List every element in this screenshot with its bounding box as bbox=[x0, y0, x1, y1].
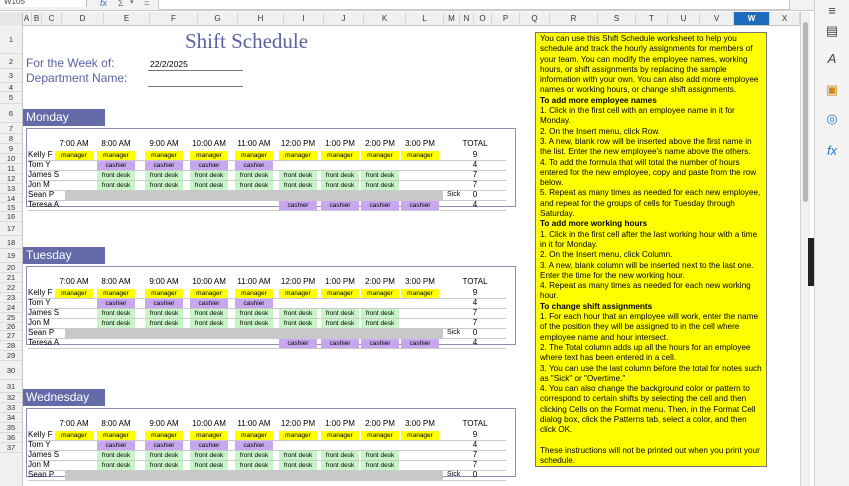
column-header-l[interactable]: L bbox=[406, 12, 444, 25]
shift-cell[interactable]: front desk bbox=[361, 451, 399, 460]
shift-cell[interactable]: front desk bbox=[145, 181, 183, 190]
column-header-v[interactable]: V bbox=[700, 12, 734, 25]
shift-cell[interactable]: front desk bbox=[235, 319, 273, 328]
shift-cell[interactable]: cashier bbox=[97, 441, 135, 450]
hour-header: 12:00 PM bbox=[280, 419, 316, 428]
hour-header: 2:00 PM bbox=[365, 277, 395, 286]
shift-cell[interactable]: cashier bbox=[190, 161, 228, 170]
shift-cell[interactable]: cashier bbox=[97, 299, 135, 308]
shift-cell[interactable]: front desk bbox=[97, 461, 135, 470]
hour-header: 7:00 AM bbox=[59, 419, 89, 428]
employee-name[interactable]: Sean P bbox=[28, 190, 55, 199]
shift-cell[interactable]: manager bbox=[190, 289, 228, 298]
hour-header: 3:00 PM bbox=[405, 419, 435, 428]
column-header-r[interactable]: R bbox=[550, 12, 598, 25]
employee-name[interactable]: Tom Y bbox=[28, 440, 51, 449]
hour-header: 10:00 AM bbox=[192, 277, 226, 286]
row-header-22[interactable]: 22 bbox=[0, 283, 22, 293]
row-divider bbox=[28, 348, 506, 349]
week-label: For the Week of: bbox=[26, 56, 115, 70]
row-header-8[interactable]: 8 bbox=[0, 134, 22, 144]
total-header: TOTAL bbox=[462, 277, 488, 286]
shift-cell[interactable]: front desk bbox=[235, 309, 273, 318]
row-header-33[interactable]: 33 bbox=[0, 403, 22, 413]
instructions-panel bbox=[535, 32, 767, 467]
column-header-s[interactable]: S bbox=[598, 12, 636, 25]
sheet-title: Shift Schedule bbox=[185, 29, 309, 53]
formula-bar bbox=[0, 0, 849, 11]
row-header-18[interactable]: 18 bbox=[0, 236, 22, 249]
instruction-paragraph: 3. You can use the last column before the total for notes such as "Sick" or "Overtime." bbox=[540, 363, 762, 383]
shift-cell[interactable]: front desk bbox=[97, 309, 135, 318]
shift-cell[interactable]: manager bbox=[401, 431, 439, 440]
shift-cell[interactable]: manager bbox=[55, 289, 93, 298]
shift-cell[interactable]: cashier bbox=[361, 339, 399, 348]
hour-header: 10:00 AM bbox=[192, 419, 226, 428]
select-all-corner[interactable] bbox=[0, 12, 23, 25]
column-header-b[interactable]: B bbox=[32, 12, 42, 25]
column-header-x[interactable]: X bbox=[770, 12, 800, 25]
functions-icon[interactable]: fx bbox=[826, 143, 838, 158]
shift-cell[interactable]: front desk bbox=[145, 171, 183, 180]
shift-cell[interactable]: manager bbox=[190, 431, 228, 440]
shift-cell[interactable]: front desk bbox=[145, 461, 183, 470]
shift-cell[interactable]: front desk bbox=[321, 461, 359, 470]
shift-cell[interactable]: cashier bbox=[279, 201, 317, 210]
row-header-37[interactable]: 37 bbox=[0, 443, 22, 453]
shift-cell[interactable]: front desk bbox=[279, 319, 317, 328]
row-header-26[interactable]: 26 bbox=[0, 323, 22, 331]
shift-cell[interactable]: manager bbox=[279, 431, 317, 440]
column-header-h[interactable]: H bbox=[238, 12, 284, 25]
employee-total[interactable]: 9 bbox=[472, 150, 478, 159]
shift-cell[interactable]: manager bbox=[235, 431, 273, 440]
row-header-14[interactable]: 14 bbox=[0, 194, 22, 203]
shift-cell[interactable]: front desk bbox=[97, 451, 135, 460]
row-divider bbox=[28, 480, 506, 481]
column-header-c[interactable]: C bbox=[42, 12, 62, 25]
shift-cell[interactable]: manager bbox=[361, 289, 399, 298]
column-header-t[interactable]: T bbox=[636, 12, 668, 25]
hour-header: 8:00 AM bbox=[101, 139, 131, 148]
shift-cell[interactable]: front desk bbox=[235, 181, 273, 190]
column-header-f[interactable]: F bbox=[150, 12, 198, 25]
instruction-heading: To change shift assignments bbox=[540, 301, 653, 311]
row-header-11[interactable]: 11 bbox=[0, 164, 22, 174]
shift-cell[interactable]: front desk bbox=[361, 461, 399, 470]
instruction-paragraph: 2. The Total column adds up all the hours for an employee where text has been entered in a cell. bbox=[540, 342, 751, 363]
hour-header: 9:00 AM bbox=[149, 419, 179, 428]
employee-total[interactable]: 7 bbox=[472, 460, 478, 469]
hour-header: 7:00 AM bbox=[59, 139, 89, 148]
day-header: Wednesday bbox=[23, 389, 105, 406]
shift-cell[interactable]: front desk bbox=[321, 319, 359, 328]
employee-total[interactable]: 4 bbox=[472, 298, 478, 307]
formula-icon[interactable]: = bbox=[144, 0, 150, 8]
row-header-21[interactable]: 21 bbox=[0, 273, 22, 283]
shift-cell[interactable]: front desk bbox=[361, 319, 399, 328]
shift-cell[interactable]: manager bbox=[55, 431, 93, 440]
instruction-heading: To add more working hours bbox=[540, 219, 648, 229]
shift-cell[interactable]: cashier bbox=[235, 299, 273, 308]
shift-cell[interactable]: front desk bbox=[279, 461, 317, 470]
row-header-19[interactable]: 19 bbox=[0, 249, 22, 263]
shift-cell[interactable]: manager bbox=[321, 431, 359, 440]
shift-cell[interactable]: front desk bbox=[361, 181, 399, 190]
properties-icon[interactable]: ▤ bbox=[825, 23, 839, 38]
row-header-6[interactable]: 6 bbox=[0, 104, 22, 123]
row-header-1[interactable]: 1 bbox=[0, 25, 22, 54]
row-header-12[interactable]: 12 bbox=[0, 174, 22, 184]
shift-cell-sick[interactable] bbox=[65, 329, 443, 338]
shift-cell[interactable]: manager bbox=[401, 151, 439, 160]
shift-cell[interactable]: cashier bbox=[361, 201, 399, 210]
shift-cell[interactable]: front desk bbox=[145, 309, 183, 318]
employee-name[interactable]: Kelly F bbox=[28, 430, 53, 439]
shift-cell[interactable]: front desk bbox=[190, 181, 228, 190]
employee-total[interactable]: 7 bbox=[472, 318, 478, 327]
instruction-paragraph bbox=[540, 436, 762, 446]
shift-cell[interactable]: front desk bbox=[235, 171, 273, 180]
employee-total[interactable]: 9 bbox=[472, 288, 478, 297]
day-header: Tuesday bbox=[23, 247, 105, 264]
shift-cell[interactable]: manager bbox=[321, 151, 359, 160]
employee-total[interactable]: 4 bbox=[472, 338, 478, 347]
instruction-paragraph: 5. Repeat as many times as needed for each new employee, and repeat for the groups of cells for Tuesday through Saturday. bbox=[540, 188, 761, 219]
row-divider bbox=[28, 210, 506, 211]
employee-name[interactable]: James S bbox=[28, 450, 60, 459]
shift-cell[interactable]: front desk bbox=[279, 451, 317, 460]
shift-cell[interactable]: front desk bbox=[279, 309, 317, 318]
row-header-bar bbox=[0, 25, 23, 486]
employee-total[interactable]: 4 bbox=[472, 200, 478, 209]
instruction-paragraph: 1. For each hour that an employee will work, enter the name of the position they will be assigned to in the cell where employee name and hour intersect. bbox=[540, 312, 758, 342]
hour-header: 12:00 PM bbox=[280, 277, 316, 286]
row-header-10[interactable]: 10 bbox=[0, 154, 22, 164]
instruction-heading: To add more employee names bbox=[540, 95, 657, 105]
shift-cell[interactable]: cashier bbox=[145, 441, 183, 450]
instruction-paragraph: 3. A new, blank row will be inserted above the first name in the list. Enter the new employee's name above the others. bbox=[540, 136, 752, 157]
note-cell[interactable]: Sick bbox=[447, 471, 461, 478]
instruction-paragraph: 1. Click in the first cell with an employee name in it for Monday. bbox=[540, 106, 735, 126]
row-header-13[interactable]: 13 bbox=[0, 184, 22, 194]
shift-cell[interactable]: manager bbox=[361, 431, 399, 440]
instruction-paragraph: 4. Repeat as many times as needed for each new working hour. bbox=[540, 281, 751, 301]
shift-cell[interactable]: front desk bbox=[279, 181, 317, 190]
shift-cell[interactable]: cashier bbox=[97, 161, 135, 170]
employee-total[interactable]: 0 bbox=[472, 328, 478, 337]
row-header-16[interactable]: 16 bbox=[0, 212, 22, 222]
shift-cell[interactable]: manager bbox=[145, 431, 183, 440]
employee-name[interactable]: Sean P bbox=[28, 470, 55, 479]
shift-cell[interactable]: manager bbox=[235, 289, 273, 298]
row-header-3[interactable]: 3 bbox=[0, 69, 22, 83]
employee-name[interactable]: Jon M bbox=[28, 180, 50, 189]
note-cell[interactable]: Sick bbox=[447, 191, 461, 198]
hour-header: 12:00 PM bbox=[280, 139, 316, 148]
shift-cell[interactable]: front desk bbox=[190, 319, 228, 328]
sum-dropdown-icon[interactable]: ▾ bbox=[130, 0, 134, 6]
shift-cell[interactable]: manager bbox=[361, 151, 399, 160]
row-header-4[interactable]: 4 bbox=[0, 83, 22, 92]
shift-cell[interactable]: front desk bbox=[97, 319, 135, 328]
hour-header: 7:00 AM bbox=[59, 277, 89, 286]
function-wizard-icon[interactable]: fx bbox=[100, 0, 108, 8]
column-header-o[interactable]: O bbox=[474, 12, 492, 25]
row-header-32[interactable]: 32 bbox=[0, 393, 22, 403]
row-header-5[interactable]: 5 bbox=[0, 92, 22, 104]
column-header-n[interactable]: N bbox=[460, 12, 474, 25]
employee-total[interactable]: 4 bbox=[472, 440, 478, 449]
column-header-m[interactable]: M bbox=[444, 12, 460, 25]
instruction-paragraph: 1. Click in the first cell after the last working hour with a time in it for Monday. bbox=[540, 229, 758, 249]
shift-cell[interactable]: front desk bbox=[190, 461, 228, 470]
column-header-a[interactable]: A bbox=[22, 12, 32, 25]
column-header-d[interactable]: D bbox=[62, 12, 104, 25]
row-header-27[interactable]: 27 bbox=[0, 331, 22, 341]
shift-cell[interactable]: cashier bbox=[235, 161, 273, 170]
hour-header: 8:00 AM bbox=[101, 419, 131, 428]
hour-header: 3:00 PM bbox=[405, 277, 435, 286]
employee-total[interactable]: 7 bbox=[472, 450, 478, 459]
total-header: TOTAL bbox=[462, 419, 488, 428]
row-header-15[interactable]: 15 bbox=[0, 203, 22, 212]
total-header: TOTAL bbox=[462, 139, 488, 148]
shift-cell[interactable]: manager bbox=[145, 289, 183, 298]
shift-cell[interactable]: front desk bbox=[321, 309, 359, 318]
employee-total[interactable]: 7 bbox=[472, 180, 478, 189]
shift-cell[interactable]: front desk bbox=[235, 451, 273, 460]
employee-name[interactable]: Teresa A bbox=[28, 200, 60, 209]
instruction-paragraph: 2. On the Insert menu, click Column. bbox=[540, 250, 673, 260]
shift-cell[interactable]: cashier bbox=[190, 441, 228, 450]
hour-header: 9:00 AM bbox=[149, 277, 179, 286]
employee-name[interactable]: James S bbox=[28, 308, 60, 317]
row-header-17[interactable]: 17 bbox=[0, 222, 22, 236]
gallery-icon[interactable]: ▣ bbox=[825, 82, 839, 97]
shift-cell[interactable]: cashier bbox=[401, 339, 439, 348]
shift-cell[interactable]: manager bbox=[279, 151, 317, 160]
row-header-36[interactable]: 36 bbox=[0, 433, 22, 443]
column-header-w[interactable]: W bbox=[734, 12, 770, 25]
shift-cell[interactable]: cashier bbox=[321, 339, 359, 348]
shift-cell[interactable]: front desk bbox=[361, 309, 399, 318]
shift-cell-sick[interactable] bbox=[65, 191, 443, 200]
shift-cell[interactable]: manager bbox=[190, 151, 228, 160]
shift-cell[interactable]: manager bbox=[401, 289, 439, 298]
week-value[interactable]: 22/2/2025 bbox=[150, 59, 188, 69]
employee-name[interactable]: Tom Y bbox=[28, 160, 51, 169]
shift-cell[interactable]: manager bbox=[97, 431, 135, 440]
shift-cell[interactable]: front desk bbox=[279, 171, 317, 180]
row-header-35[interactable]: 35 bbox=[0, 423, 22, 433]
day-header: Monday bbox=[23, 109, 105, 126]
employee-total[interactable]: 4 bbox=[472, 160, 478, 169]
hour-header: 11:00 AM bbox=[237, 277, 271, 286]
row-header-34[interactable]: 34 bbox=[0, 413, 22, 423]
instruction-paragraph: 3. A new, blank column will be inserted next to the last one. Enter the time for the new working hour. bbox=[540, 260, 754, 280]
employee-total[interactable]: 7 bbox=[472, 308, 478, 317]
hour-header: 1:00 PM bbox=[325, 277, 355, 286]
hour-header: 11:00 AM bbox=[237, 419, 271, 428]
hour-header: 8:00 AM bbox=[101, 277, 131, 286]
column-header-q[interactable]: Q bbox=[520, 12, 550, 25]
hour-header: 10:00 AM bbox=[192, 139, 226, 148]
shift-cell[interactable]: front desk bbox=[321, 451, 359, 460]
navigator-icon[interactable]: ◎ bbox=[826, 111, 838, 126]
employee-name[interactable]: James S bbox=[28, 170, 60, 179]
column-header-k[interactable]: K bbox=[364, 12, 406, 25]
employee-name[interactable]: Kelly F bbox=[28, 288, 53, 297]
shift-cell[interactable]: manager bbox=[97, 289, 135, 298]
row-header-30[interactable]: 30 bbox=[0, 361, 22, 380]
shift-cell[interactable]: cashier bbox=[190, 299, 228, 308]
shift-cell[interactable]: cashier bbox=[321, 201, 359, 210]
shift-cell[interactable]: manager bbox=[321, 289, 359, 298]
column-header-i[interactable]: I bbox=[284, 12, 324, 25]
row-header-25[interactable]: 25 bbox=[0, 313, 22, 323]
note-cell[interactable]: Sick bbox=[447, 329, 461, 336]
employee-total[interactable]: 7 bbox=[472, 170, 478, 179]
shift-cell[interactable]: front desk bbox=[321, 181, 359, 190]
formula-input[interactable] bbox=[158, 0, 790, 10]
employee-name[interactable]: Teresa A bbox=[28, 338, 60, 347]
row-header-28[interactable]: 28 bbox=[0, 341, 22, 351]
instruction-paragraph: 4. To add the formula that will total the number of hours entered for the new employee, copy and paste from the row below. bbox=[540, 157, 757, 188]
hour-header: 2:00 PM bbox=[365, 419, 395, 428]
shift-cell[interactable]: front desk bbox=[361, 171, 399, 180]
shift-cell[interactable]: cashier bbox=[145, 299, 183, 308]
shift-cell[interactable]: front desk bbox=[321, 171, 359, 180]
shift-cell[interactable]: front desk bbox=[97, 181, 135, 190]
employee-name[interactable]: Tom Y bbox=[28, 298, 51, 307]
column-header-u[interactable]: U bbox=[668, 12, 700, 25]
sidebar-deck bbox=[814, 0, 849, 486]
employee-name[interactable]: Kelly F bbox=[28, 150, 53, 159]
shift-cell[interactable]: cashier bbox=[235, 441, 273, 450]
row-header-23[interactable]: 23 bbox=[0, 293, 22, 303]
column-header-e[interactable]: E bbox=[104, 12, 150, 25]
shift-cell[interactable]: manager bbox=[279, 289, 317, 298]
shift-cell[interactable]: manager bbox=[145, 151, 183, 160]
hour-header: 1:00 PM bbox=[325, 419, 355, 428]
shift-cell[interactable]: front desk bbox=[97, 171, 135, 180]
row-header-31[interactable]: 31 bbox=[0, 380, 22, 393]
instruction-paragraph: 2. On the Insert menu, click Row. bbox=[540, 126, 661, 136]
shift-cell[interactable]: manager bbox=[55, 151, 93, 160]
shift-cell[interactable]: front desk bbox=[190, 171, 228, 180]
scroll-thumb[interactable] bbox=[803, 22, 808, 202]
instruction-paragraph: These instructions will not be printed out when you print your schedule. bbox=[540, 445, 760, 465]
department-label: Department Name: bbox=[26, 71, 128, 85]
row-header-24[interactable]: 24 bbox=[0, 303, 22, 313]
row-header-2[interactable]: 2 bbox=[0, 54, 22, 69]
employee-total[interactable]: 0 bbox=[472, 470, 478, 479]
shift-cell[interactable]: cashier bbox=[401, 201, 439, 210]
shift-cell-sick[interactable] bbox=[65, 471, 443, 480]
row-header-29[interactable]: 29 bbox=[0, 351, 22, 361]
styles-icon[interactable]: A bbox=[827, 51, 837, 66]
menu-icon[interactable]: ≡ bbox=[828, 3, 836, 18]
hour-header: 9:00 AM bbox=[149, 139, 179, 148]
row-header-20[interactable]: 20 bbox=[0, 263, 22, 273]
hour-header: 11:00 AM bbox=[237, 139, 271, 148]
spreadsheet-grid[interactable] bbox=[23, 25, 800, 486]
row-header-9[interactable]: 9 bbox=[0, 144, 22, 154]
column-header-bar bbox=[0, 12, 800, 26]
shift-cell[interactable]: manager bbox=[97, 151, 135, 160]
shift-cell[interactable]: front desk bbox=[190, 451, 228, 460]
shift-cell[interactable]: front desk bbox=[235, 461, 273, 470]
hour-header: 2:00 PM bbox=[365, 139, 395, 148]
shift-cell[interactable]: cashier bbox=[279, 339, 317, 348]
employee-name[interactable]: Jon M bbox=[28, 318, 50, 327]
shift-cell[interactable]: cashier bbox=[145, 161, 183, 170]
hour-header: 1:00 PM bbox=[325, 139, 355, 148]
column-header-g[interactable]: G bbox=[198, 12, 238, 25]
shift-cell[interactable]: front desk bbox=[145, 451, 183, 460]
sum-icon[interactable]: Σ bbox=[118, 0, 124, 8]
employee-name[interactable]: Sean P bbox=[28, 328, 55, 337]
instruction-paragraph: You can use this Shift Schedule worksheet to help you schedule and track the hourly assignments for members of your team. You can modify the employee names, working hours, or shift assignments by replacing the sample information with your own. You can also add more employee names or working hours, or change shift assignments. bbox=[540, 34, 759, 95]
hour-header: 3:00 PM bbox=[405, 139, 435, 148]
employee-total[interactable]: 0 bbox=[472, 190, 478, 199]
department-value-underline bbox=[148, 86, 243, 87]
employee-total[interactable]: 9 bbox=[472, 430, 478, 439]
row-header-7[interactable]: 7 bbox=[0, 123, 22, 134]
week-value-underline bbox=[148, 70, 243, 71]
shift-cell[interactable]: manager bbox=[235, 151, 273, 160]
instruction-paragraph: 4. You can also change the background color or pattern to correspond to certain shifts by selecting the cell and then clicking Cells on the Format menu. Then, in the Format Cell dialog box, click the Patterns tab, select a color, and then click OK. bbox=[540, 384, 756, 435]
column-header-p[interactable]: P bbox=[492, 12, 520, 25]
employee-name[interactable]: Jon M bbox=[28, 460, 50, 469]
name-box[interactable]: W105 bbox=[0, 0, 87, 7]
shift-cell[interactable]: front desk bbox=[190, 309, 228, 318]
shift-cell[interactable]: front desk bbox=[145, 319, 183, 328]
column-header-j[interactable]: J bbox=[324, 12, 364, 25]
